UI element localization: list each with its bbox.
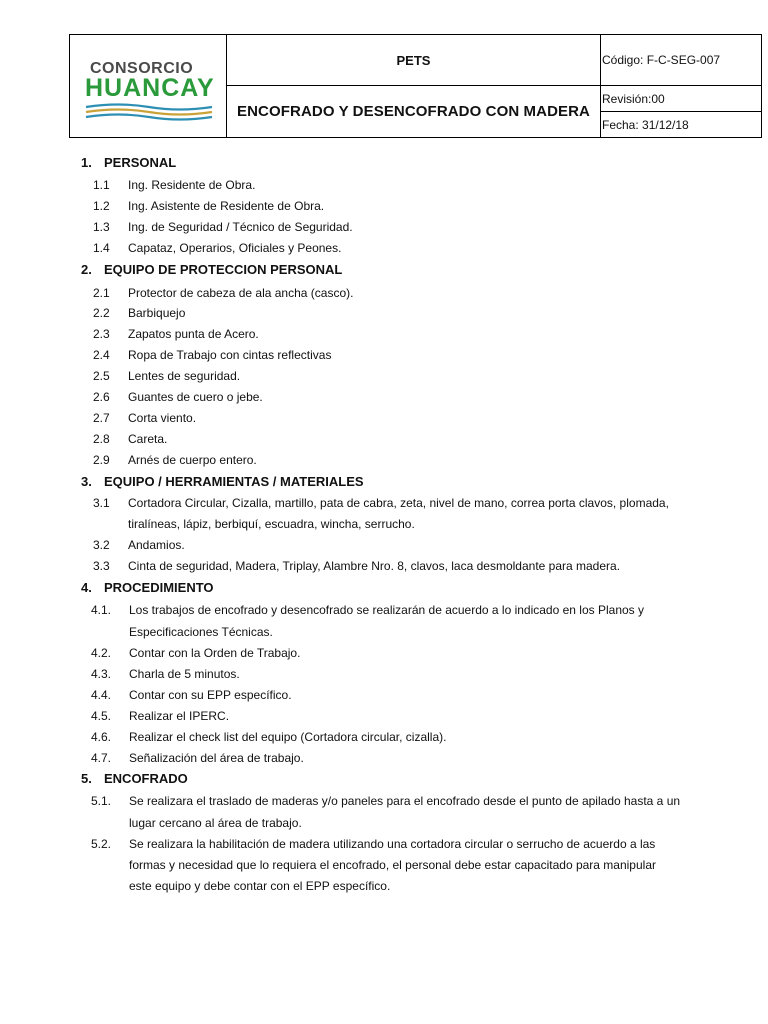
- section-heading: 1. PERSONAL: [81, 155, 177, 170]
- section-heading: 2. EQUIPO DE PROTECCION PERSONAL: [81, 262, 343, 277]
- logo-line1: CONSORCIO: [90, 60, 194, 77]
- page-title: ENCOFRADO Y DESENCOFRADO CON MADERA: [227, 86, 601, 137]
- list-item-continuation: formas y necesidad que lo requiera el encofrado, el personal debe estar capacitado para manipular: [129, 858, 656, 872]
- section-heading: 4. PROCEDIMIENTO: [81, 580, 214, 595]
- list-item-continuation: Especificaciones Técnicas.: [129, 625, 273, 639]
- logo: [70, 35, 227, 137]
- section-heading: 3. EQUIPO / HERRAMIENTAS / MATERIALES: [81, 474, 364, 489]
- list-item-continuation: tiralíneas, lápiz, berbiquí, escuadra, wincha, serrucho.: [128, 517, 415, 531]
- list-item-continuation: lugar cercano al área de trabajo.: [129, 816, 302, 830]
- wave-icon: [84, 102, 214, 124]
- doc-code: Código: F-C-SEG-007: [601, 35, 761, 86]
- document-header: [69, 34, 762, 138]
- doc-date: Fecha: 31/12/18: [602, 117, 689, 132]
- doc-revision: Revisión:00: [601, 86, 761, 112]
- logo-line2: HUANCAY: [85, 74, 215, 102]
- section-heading: 5. ENCOFRADO: [81, 771, 188, 786]
- doc-type: PETS: [227, 35, 601, 86]
- list-item-continuation: este equipo y debe contar con el EPP específico.: [129, 879, 391, 893]
